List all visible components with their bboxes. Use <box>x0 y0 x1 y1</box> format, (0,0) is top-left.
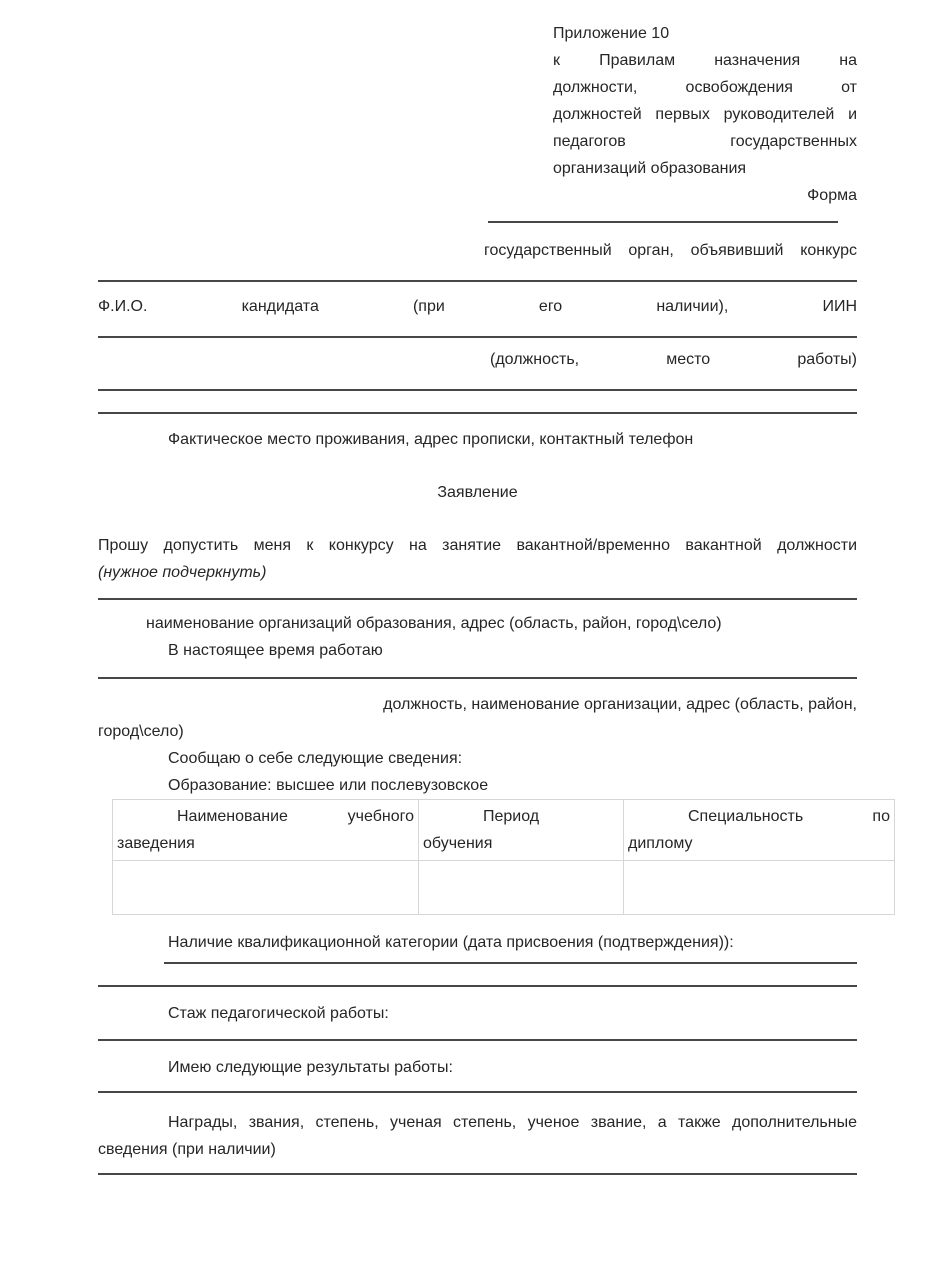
organization-name-caption: наименование организаций образования, адрес (область, район, город\село) <box>146 615 722 632</box>
results-label: Имею следующие результаты работы: <box>168 1059 453 1076</box>
qualification-label: Наличие квалификационной категории (дата присвоения (подтверждения)): <box>168 934 734 951</box>
candidate-name-caption: Ф.И.О. кандидата (при его наличии), ИИН <box>98 298 857 315</box>
fill-line <box>98 389 857 391</box>
position-caption: (должность, место работы) <box>490 351 857 368</box>
education-table-header-specialty: Специальность по диплому <box>624 800 895 861</box>
address-caption: Фактическое место проживания, адрес прописки, контактный телефон <box>168 431 694 448</box>
appendix-header-line: должностей первых руководителей и <box>553 106 857 123</box>
appendix-header-line: к Правилам назначения на <box>553 52 857 69</box>
fill-line <box>98 985 857 987</box>
current-work-label: В настоящее время работаю <box>168 642 383 659</box>
work-caption-line2: город\село) <box>98 723 184 740</box>
form-label: Форма <box>807 187 857 204</box>
education-table-header-period: Период обучения <box>419 800 624 861</box>
fill-line <box>98 677 857 679</box>
fill-line <box>98 336 857 338</box>
education-label: Образование: высшее или послевузовское <box>168 777 489 794</box>
education-table-cell <box>113 861 419 915</box>
info-intro: Сообщаю о себе следующие сведения: <box>168 750 463 767</box>
appendix-header-line: педагогов государственных <box>553 133 857 150</box>
fill-line-government-body <box>488 221 838 223</box>
education-table-header-institution: Наименование учебного заведения <box>113 800 419 861</box>
education-table-empty-row <box>113 861 895 915</box>
work-caption-line1: должность, наименование организации, адрес (область, район, <box>383 696 857 713</box>
experience-label: Стаж педагогической работы: <box>168 1005 389 1022</box>
appendix-header-line: организаций образования <box>553 160 747 177</box>
fill-line <box>98 280 857 282</box>
education-table-cell <box>419 861 624 915</box>
education-table-cell <box>624 861 895 915</box>
fill-line <box>98 1091 857 1093</box>
underline-note: (нужное подчеркнуть) <box>98 564 267 581</box>
education-table <box>112 799 895 915</box>
fill-line <box>98 598 857 600</box>
fill-line <box>164 962 857 964</box>
appendix-header-line: должности, освобождения от <box>553 79 857 96</box>
fill-line <box>98 1039 857 1041</box>
awards-label-line1: Награды, звания, степень, ученая степень, ученое звание, а также дополнительные <box>168 1114 857 1131</box>
request-text: Прошу допустить меня к конкурсу на занятие вакантной/временно вакантной должности <box>98 537 857 554</box>
fill-line <box>98 412 857 414</box>
document-title: Заявление <box>437 484 518 501</box>
education-table-header-row <box>113 800 895 861</box>
awards-label-line2: сведения (при наличии) <box>98 1141 276 1158</box>
appendix-header <box>553 20 857 209</box>
government-body-caption: государственный орган, объявивший конкурс <box>484 242 857 259</box>
fill-line <box>98 1173 857 1175</box>
appendix-number: Приложение 10 <box>553 25 670 42</box>
